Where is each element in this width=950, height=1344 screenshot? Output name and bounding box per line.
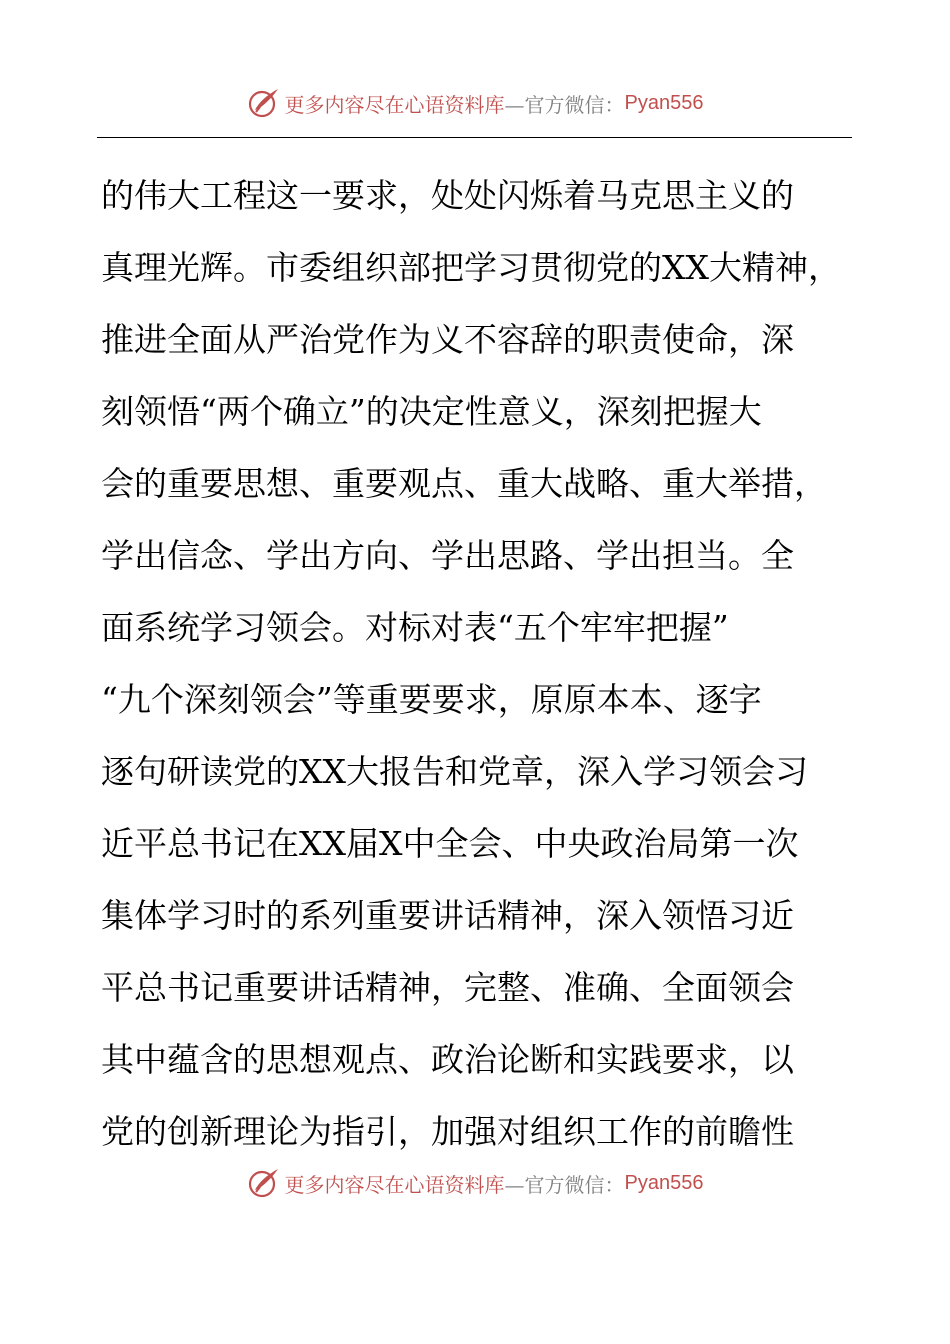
header-banner	[247, 86, 704, 120]
header-banner-label: —官方微信：	[504, 92, 625, 117]
body-line: 推进全面从严治党作为义不容辞的职责使命，深	[101, 320, 794, 359]
body-text	[101, 160, 861, 1168]
header-banner-id: Pyan556	[624, 91, 704, 114]
body-line: 刻领悟“两个确立”的决定性意义，深刻把握大	[101, 392, 762, 431]
page-header	[0, 83, 950, 123]
header-banner-title: 更多内容尽在心语资料库	[284, 92, 505, 117]
body-line: 真理光辉。市委组织部把学习贯彻党的XX大精神，	[101, 248, 841, 287]
body-line: 近平总书记在XX届X中全会、中央政治局第一次	[101, 824, 799, 863]
footer-banner	[247, 1166, 704, 1200]
page-footer	[0, 1163, 950, 1203]
body-line: 学出信念、学出方向、学出思路、学出担当。全	[101, 536, 794, 575]
body-line: 逐句研读党的XX大报告和党章，深入学习领会习	[101, 752, 808, 791]
body-line: 会的重要思想、重要观点、重大战略、重大举措，	[101, 464, 827, 503]
body-line: 党的创新理论为指引，加强对组织工作的前瞻性	[101, 1112, 794, 1151]
body-line: “九个深刻领会”等重要要求，原原本本、逐字	[101, 680, 762, 719]
quill-logo-icon	[247, 86, 281, 120]
footer-banner-label: —官方微信：	[504, 1172, 625, 1197]
body-line: 面系统学习领会。对标对表“五个牢牢把握”	[101, 608, 729, 647]
quill-logo-icon	[247, 1166, 281, 1200]
body-line: 集体学习时的系列重要讲话精神，深入领悟习近	[101, 896, 794, 935]
body-line: 的伟大工程这一要求，处处闪烁着马克思主义的	[101, 176, 794, 215]
footer-banner-title: 更多内容尽在心语资料库	[284, 1172, 505, 1197]
body-line: 平总书记重要讲话精神，完整、准确、全面领会	[101, 968, 794, 1007]
header-divider	[97, 137, 852, 138]
body-line: 其中蕴含的思想观点、政治论断和实践要求，以	[101, 1040, 794, 1079]
footer-banner-id: Pyan556	[624, 1171, 704, 1194]
